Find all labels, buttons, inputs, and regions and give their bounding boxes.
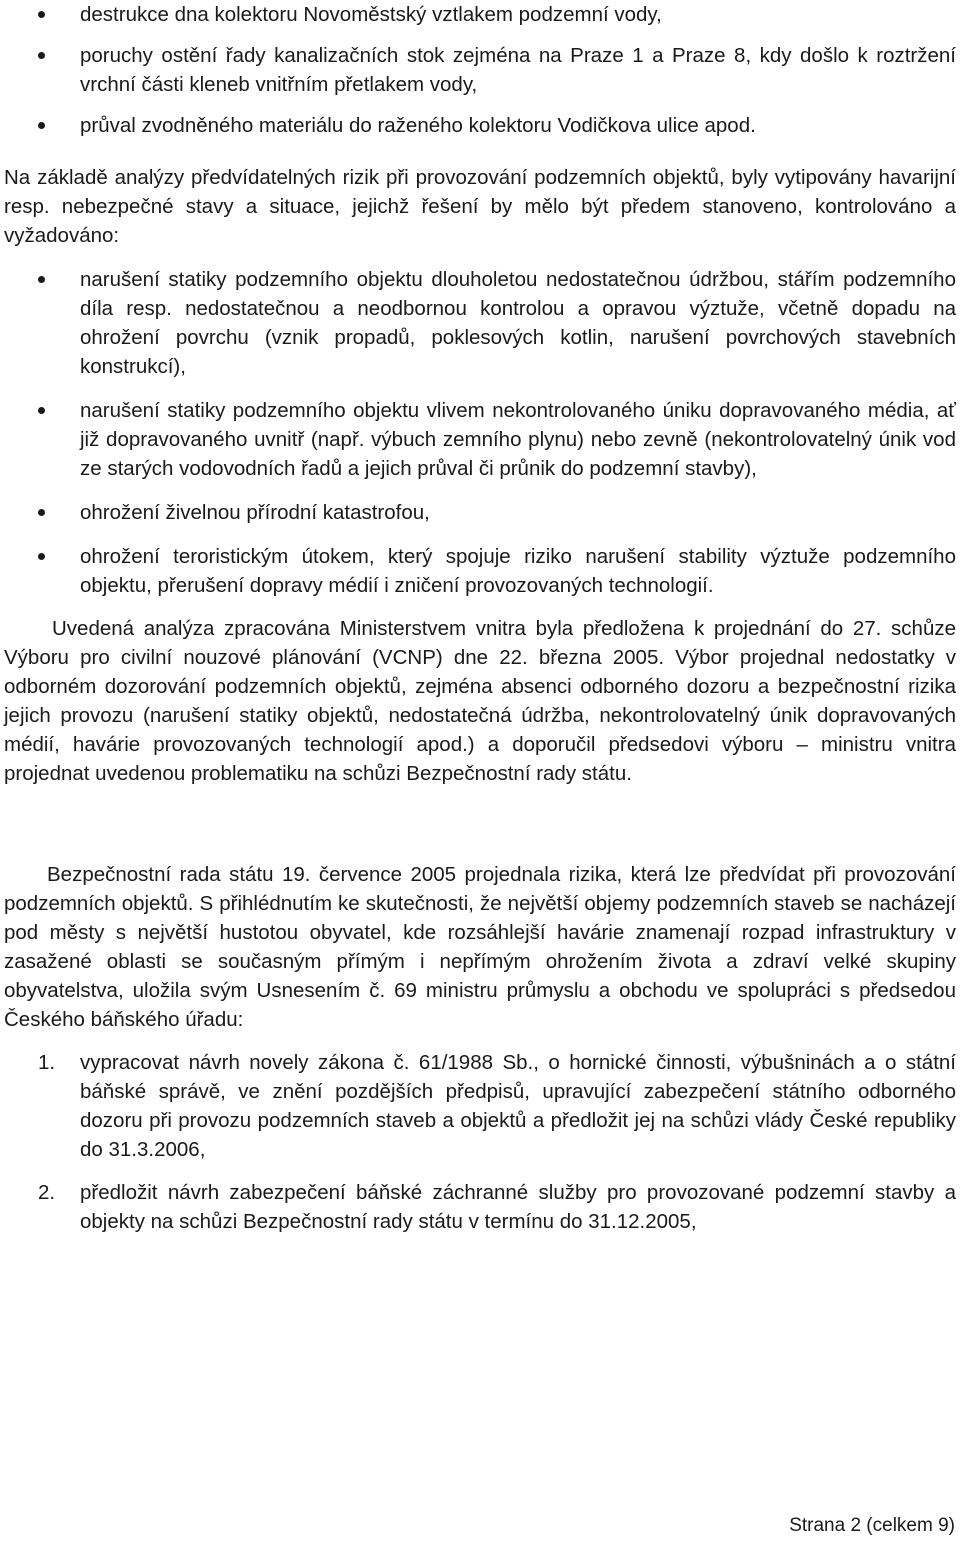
bullet-icon xyxy=(38,52,45,59)
bullet-icon xyxy=(38,509,45,516)
document-page xyxy=(4,0,956,1236)
bullet-icon xyxy=(38,553,45,560)
paragraph-committee: Uvedená analýza zpracována Ministerstvem vnitra byla předložena k projednání do 27. schůze Výboru pro civilní nouzové plánování (VCNP) dne 22. března 2005. Výbor projednal nedostatky v odborném dozorování podzemních objektů, zejména absenci odborného dozoru a bezpečnostní rizika jejich provozu (narušení statiky objektů, nedostatečná údržba, nekontrolovatelný únik dopravovaných médií, havárie provozovaných technologií apod.) a doporučil předsedovi výboru – ministru vnitra projednat uvedenou problematiku na schůzi Bezpečnostní rady státu. xyxy=(4,617,956,785)
list-item: narušení statiky podzemního objektu dlouholetou nedostatečnou údržbou, stářím podzemního díla resp. nedostatečnou a neodbornou kontrolou a opravou výztuže, včetně dopadu na ohrožení povrchu (vznik propadů, poklesových kotlin, narušení povrchových stavebních konstrukcí), xyxy=(4,265,956,381)
list-item: destrukce dna kolektoru Novoměstský vztlakem podzemní vody, xyxy=(4,0,956,29)
list-item: 2. předložit návrh zabezpečení báňské záchranné služby pro provozované podzemní stavby a objekty na schůzi Bezpečnostní rady státu v termínu do 31.12.2005, xyxy=(4,1178,956,1236)
list-item: ohrožení teroristickým útokem, který spojuje riziko narušení stability výztuže podzemního objektu, přerušení dopravy médií i zničení provozovaných technologií. xyxy=(4,542,956,600)
bullet-list-risks xyxy=(4,265,956,600)
bullet-list-incidents xyxy=(4,0,956,140)
list-item: ohrožení živelnou přírodní katastrofou, xyxy=(4,498,956,527)
list-item: průval zvodněného materiálu do raženého kolektoru Vodičkova ulice apod. xyxy=(4,111,956,140)
bullet-icon xyxy=(38,276,45,283)
list-item: narušení statiky podzemního objektu vlivem nekontrolovaného úniku dopravovaného média, ať již dopravovaného uvnitř (např. výbuch zemního plynu) nebo zevně (nekontrolovatelný únik vod ze starých vodovodních řadů a jejich průval či průnik do podzemní stavby), xyxy=(4,396,956,483)
paragraph-security-council: Bezpečnostní rada státu 19. července 2005 projednala rizika, která lze předvídat při provozování podzemních objektů. S přihlédnutím ke skutečnosti, že největší objemy podzemních staveb se nacházejí pod městy s největší hustotou obyvatel, kde rozsáhlejší havárie znamenají rozpad infrastruktury v zasažené oblasti se současným přímým i nepřímým ohrožením života a zdraví velké skupiny obyvatelstva, uložila svým Usnesením č. 69 ministru průmyslu a obchodu ve spolupráci s předsedou Českého báňského úřadu: xyxy=(4,863,956,1031)
list-item: poruchy ostění řady kanalizačních stok zejména na Praze 1 a Praze 8, kdy došlo k roztržení vrchní části kleneb vnitřním přetlakem vody, xyxy=(4,41,956,99)
bullet-icon xyxy=(38,407,45,414)
bullet-icon xyxy=(38,11,45,18)
list-item: 1. vypracovat návrh novely zákona č. 61/1988 Sb., o hornické činnosti, výbušninách a o státní báňské správě, ve znění pozdějších předpisů, upravující zabezpečení státního odborného dozoru při provozu podzemních staveb a objektů a předložit jej na schůzi vlády České republiky do 31.3.2006, xyxy=(4,1048,956,1164)
list-number: 1. xyxy=(38,1051,56,1074)
page-number-footer: Strana 2 (celkem 9) xyxy=(789,1515,955,1536)
bullet-icon xyxy=(38,122,45,129)
numbered-list-tasks xyxy=(4,1048,956,1236)
paragraph-risk-analysis: Na základě analýzy předvídatelných rizik při provozování podzemních objektů, byly vytipovány havarijní resp. nebezpečné stavy a situace, jejichž řešení by mělo být předem stanoveno, kontrolováno a vyžadováno: xyxy=(4,166,956,247)
list-number: 2. xyxy=(38,1181,56,1204)
